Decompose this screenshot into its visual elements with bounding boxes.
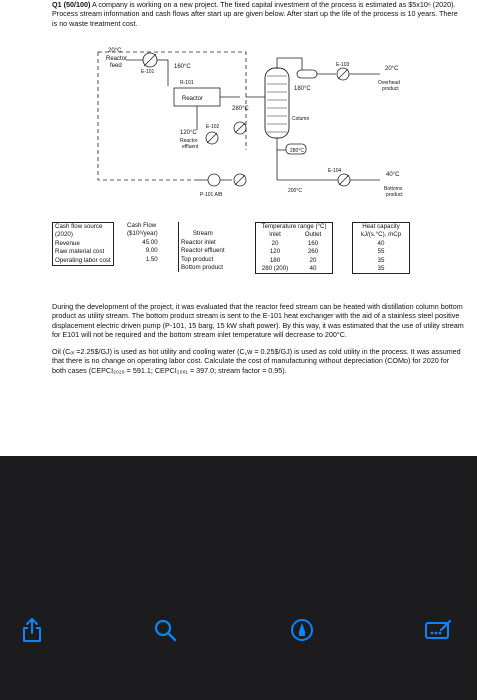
table-cell: 120 bbox=[269, 248, 281, 256]
table-cell: 260 bbox=[307, 248, 319, 256]
overhead-label-2: product bbox=[382, 86, 399, 92]
overhead-label-1: Overhead bbox=[378, 80, 400, 86]
table-row: Top product bbox=[179, 256, 227, 264]
effluent-label-1: Reactor bbox=[180, 138, 198, 144]
temp-200: 200°C bbox=[288, 188, 302, 194]
column-label: Column bbox=[292, 116, 310, 122]
cash-value-unit: ($10⁶/year) bbox=[127, 230, 158, 238]
cash-flow-values-table bbox=[125, 222, 160, 264]
e102-label: E-102 bbox=[206, 124, 220, 130]
question-marks: (50/100) bbox=[63, 0, 91, 9]
table-cell: 45.00 bbox=[142, 238, 158, 246]
share-icon bbox=[21, 617, 43, 643]
edit-button[interactable] bbox=[418, 610, 458, 650]
feed-temp: 20°C bbox=[108, 48, 122, 54]
table-cell: 40 bbox=[377, 239, 385, 247]
edit-annotate-icon bbox=[424, 619, 452, 641]
bottoms-label-2: product bbox=[386, 192, 403, 198]
table-row: Reactor inlet bbox=[179, 239, 227, 247]
temperature-header: Temperature range (°C) bbox=[261, 223, 327, 230]
heat-unit: kJ/(s.°C), ṁCp bbox=[360, 231, 402, 239]
temp-280-b: 280°C bbox=[290, 148, 304, 154]
temp-180: 180°C bbox=[294, 86, 311, 92]
table-cell: 35 bbox=[377, 265, 385, 273]
temp-20-top: 20°C bbox=[385, 66, 399, 72]
cash-flow-source-table bbox=[52, 222, 114, 266]
e101-label: E-101 bbox=[141, 69, 155, 75]
question-number: Q1 bbox=[52, 0, 62, 9]
p101-pump bbox=[208, 174, 220, 186]
stream-header: Stream bbox=[179, 230, 227, 238]
markup-pen-icon bbox=[290, 618, 314, 642]
feed-label-2: feed bbox=[110, 63, 122, 69]
search-icon bbox=[153, 618, 177, 642]
table-cell: 40 bbox=[309, 265, 317, 273]
table-cell: 180 bbox=[269, 256, 281, 264]
inlet-header: Inlet bbox=[269, 231, 281, 239]
temp-40: 40°C bbox=[386, 172, 400, 178]
markup-button[interactable] bbox=[282, 610, 322, 650]
table-cell: 20 bbox=[309, 256, 317, 264]
share-button[interactable] bbox=[12, 610, 52, 650]
reactor-label: Reactor bbox=[182, 96, 204, 102]
question-header bbox=[52, 0, 464, 28]
temp-280-a: 280°C bbox=[232, 106, 249, 112]
paragraph-2: Oil (Cₒₗ =2.25$/GJ) is used as hot utility and cooling water (C꜀w = 0.25$/GJ) is used as cold utility in the process. It was assumed that there is no change on operating labor cost. Calculate the cost of manufacturing without depreciation (COMᴅ) for 2020 for both cases (CEPCI₂₀₂₀ = 591.1; CEPCI₂₀₀₁ = 397.0; stream factor = 0.95). bbox=[52, 347, 461, 375]
temp-120: 120°C bbox=[180, 130, 197, 136]
question-text: A company is working on a new project. The fixed capital investment of the process is estimated as $5x10⁶ (2020). Process stream information and cash flows after start up are given below. After start up the life of the process is 10 years. There is no waste treatment cost. bbox=[52, 0, 458, 28]
table-row: Revenue bbox=[55, 239, 80, 247]
feed-label-1: Reactor bbox=[106, 56, 128, 62]
table-cell: 160 bbox=[307, 239, 319, 247]
p101-label: P-101 A/B bbox=[200, 192, 223, 198]
r101-label: R-101 bbox=[180, 80, 194, 86]
table-cell: 9.00 bbox=[145, 247, 158, 255]
effluent-label-2: effluent bbox=[182, 144, 199, 150]
search-button[interactable] bbox=[145, 610, 185, 650]
bottom-toolbar bbox=[0, 610, 477, 654]
table-cell: 280 (200) bbox=[261, 265, 289, 273]
process-flow-diagram bbox=[50, 40, 430, 220]
stream-table bbox=[178, 222, 227, 272]
e104-label: E-104 bbox=[328, 168, 342, 174]
paragraph-1: During the development of the project, it was evaluated that the reactor feed stream can be heated with distillation column bottom product as utility stream. The bottom product stream is sent to the E-101 heat exchanger with the aid of a stainless steel positive displacement electric driven pump (P-101, 15 barg, 15 kW shaft power). By this way, it was estimated that the use of utility stream for E101 will not be required and the bottom stream inlet temperature will decrease to 200°C. bbox=[52, 302, 464, 340]
e103-label: E-103 bbox=[336, 62, 350, 68]
temp-160: 160°C bbox=[174, 64, 191, 70]
distillation-column bbox=[265, 68, 289, 138]
table-cell: 1.50 bbox=[145, 255, 158, 263]
heat-capacity-table bbox=[352, 222, 410, 274]
cash-value-header: Cash Flow bbox=[127, 222, 157, 229]
table-cell: 55 bbox=[377, 248, 385, 256]
table-row: Reactor effluent bbox=[179, 247, 227, 255]
table-row: Bottom product bbox=[179, 264, 227, 272]
table-row: Raw material cost bbox=[55, 248, 105, 256]
outlet-header: Outlet bbox=[304, 231, 322, 239]
temperature-table bbox=[255, 222, 333, 274]
heat-header: Heat capacity bbox=[362, 223, 400, 230]
table-row: Operating labor cost bbox=[55, 256, 111, 264]
cash-source-year: (2020) bbox=[55, 231, 73, 239]
cash-source-header: Cash flow source bbox=[55, 223, 103, 230]
table-cell: 35 bbox=[377, 256, 385, 264]
table-cell: 20 bbox=[271, 239, 279, 247]
bottoms-label-1: Bottoms bbox=[384, 186, 403, 192]
